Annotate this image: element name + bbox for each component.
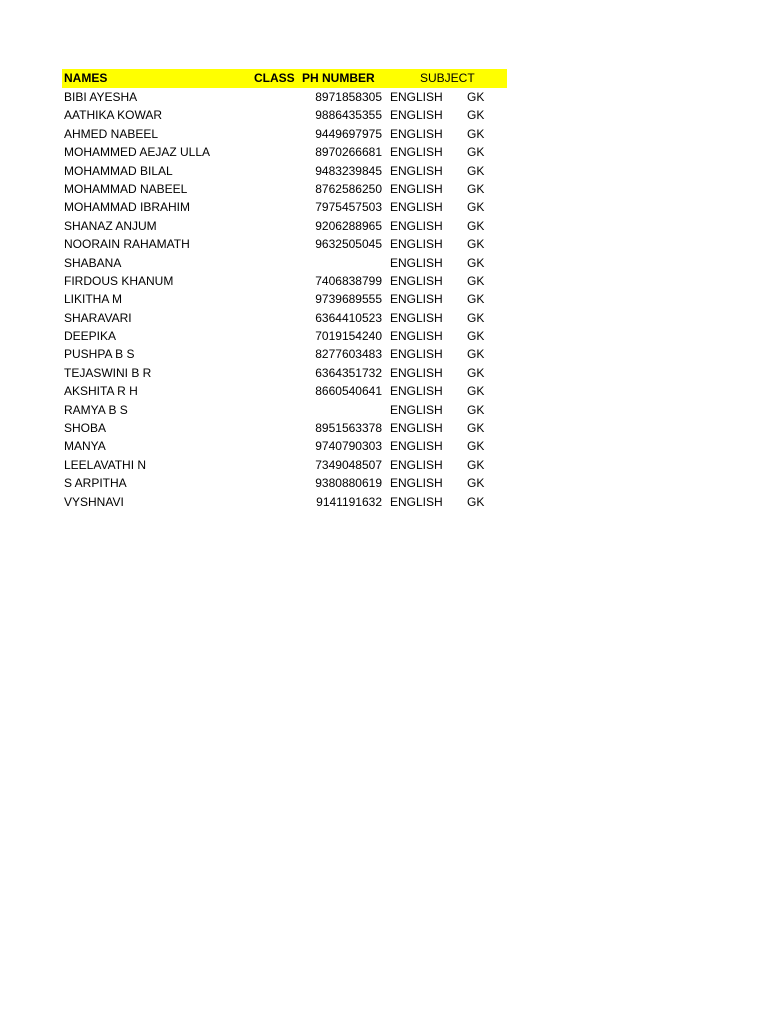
student-name: TEJASWINI B R (64, 365, 152, 380)
subject-english: ENGLISH (390, 329, 443, 344)
subject-english: ENGLISH (390, 255, 443, 270)
subject-english: ENGLISH (390, 310, 443, 325)
subject-gk: GK (467, 457, 485, 472)
phone-number: 8971858305 (315, 90, 382, 104)
subject-gk: GK (467, 347, 485, 362)
student-name: MOHAMMAD NABEEL (64, 181, 188, 196)
student-name: MOHAMMED AEJAZ ULLA (64, 145, 211, 160)
subject-gk: GK (467, 310, 485, 325)
subject-english: ENGLISH (390, 402, 443, 417)
student-name: NOORAIN RAHAMATH (64, 237, 190, 252)
subject-gk: GK (467, 384, 485, 399)
student-name: AKSHITA R H (64, 384, 138, 399)
subject-gk: GK (467, 402, 485, 417)
student-name: SHARAVARI (64, 310, 132, 325)
subject-gk: GK (467, 494, 485, 509)
subject-gk: GK (467, 439, 485, 454)
student-name: SHOBA (64, 421, 107, 436)
subject-english: ENGLISH (390, 365, 443, 380)
subject-gk: GK (467, 329, 485, 344)
table-row (62, 437, 507, 455)
subject-english: ENGLISH (390, 494, 443, 509)
phone-number: 8762586250 (315, 181, 382, 196)
subject-english: ENGLISH (390, 273, 443, 288)
phone-number: 8970266681 (315, 145, 382, 160)
table-row (62, 180, 507, 198)
phone-number: 7349048507 (315, 457, 382, 472)
table-row (62, 106, 507, 124)
table-row (62, 493, 507, 511)
phone-number: 6364351732 (315, 365, 382, 380)
phone-number: 9483239845 (315, 163, 382, 178)
subject-english: ENGLISH (390, 181, 443, 196)
student-name: LEELAVATHI N (64, 457, 147, 472)
table-row (62, 217, 507, 235)
header-class: CLASS (254, 71, 295, 85)
subject-english: ENGLISH (390, 90, 443, 104)
student-table (62, 69, 507, 511)
table-row (62, 162, 507, 180)
table-row (62, 235, 507, 253)
phone-number: 9141191632 (316, 494, 382, 509)
header-phone-number: PH NUMBER (302, 71, 375, 85)
subject-english: ENGLISH (390, 457, 443, 472)
subject-gk: GK (467, 126, 485, 141)
subject-english: ENGLISH (390, 476, 443, 491)
table-row (62, 143, 507, 161)
phone-number: 9380880619 (315, 476, 382, 491)
phone-number: 7406838799 (315, 273, 382, 288)
subject-gk: GK (467, 292, 485, 307)
subject-gk: GK (467, 255, 485, 270)
subject-gk: GK (467, 273, 485, 288)
table-row (62, 364, 507, 382)
subject-english: ENGLISH (390, 163, 443, 178)
subject-english: ENGLISH (390, 218, 443, 233)
student-name: SHABANA (64, 255, 122, 270)
table-row (62, 88, 507, 106)
student-name: RAMYA B S (64, 402, 128, 417)
phone-number: 9206288965 (315, 218, 382, 233)
subject-english: ENGLISH (390, 145, 443, 160)
subject-gk: GK (467, 163, 485, 178)
subject-gk: GK (467, 237, 485, 252)
table-row (62, 254, 507, 272)
subject-english: ENGLISH (390, 439, 443, 454)
student-name: PUSHPA B S (64, 347, 135, 362)
subject-gk: GK (467, 200, 485, 215)
student-name: VYSHNAVI (64, 494, 124, 509)
subject-english: ENGLISH (390, 108, 443, 123)
subject-gk: GK (467, 365, 485, 380)
subject-gk: GK (467, 90, 485, 104)
student-name: BIBI AYESHA (64, 90, 138, 104)
phone-number: 8277603483 (315, 347, 382, 362)
student-name: AATHIKA KOWAR (64, 108, 163, 123)
phone-number: 9632505045 (315, 237, 382, 252)
subject-gk: GK (467, 108, 485, 123)
subject-english: ENGLISH (390, 200, 443, 215)
student-name: LIKITHA M (64, 292, 123, 307)
phone-number: 9449697975 (315, 126, 382, 141)
table-row (62, 419, 507, 437)
table-row (62, 327, 507, 345)
phone-number: 8951563378 (315, 421, 382, 436)
subject-english: ENGLISH (390, 237, 443, 252)
student-name: MOHAMMAD BILAL (64, 163, 173, 178)
table-row (62, 382, 507, 400)
subject-english: ENGLISH (390, 421, 443, 436)
table-row (62, 198, 507, 216)
student-name: FIRDOUS KHANUM (64, 273, 174, 288)
phone-number: 6364410523 (315, 310, 382, 325)
header-subject: SUBJECT (420, 71, 475, 85)
subject-english: ENGLISH (390, 384, 443, 399)
phone-number: 9739689555 (315, 292, 382, 307)
table-row (62, 309, 507, 327)
subject-english: ENGLISH (390, 347, 443, 362)
table-row (62, 456, 507, 474)
student-name: AHMED NABEEL (64, 126, 159, 141)
table-row (62, 125, 507, 143)
table-header-row (62, 69, 507, 88)
table-row (62, 290, 507, 308)
subject-gk: GK (467, 145, 485, 160)
subject-english: ENGLISH (390, 126, 443, 141)
table-body (62, 88, 507, 511)
phone-number: 7975457503 (315, 200, 382, 215)
header-names: NAMES (64, 71, 108, 85)
phone-number: 9886435355 (315, 108, 382, 123)
student-name: MANYA (64, 439, 106, 454)
phone-number: 8660540641 (315, 384, 382, 399)
student-name: MOHAMMAD IBRAHIM (64, 200, 190, 215)
subject-gk: GK (467, 421, 485, 436)
table-row (62, 474, 507, 492)
subject-gk: GK (467, 476, 485, 491)
subject-gk: GK (467, 218, 485, 233)
subject-gk: GK (467, 181, 485, 196)
phone-number: 9740790303 (315, 439, 382, 454)
table-row (62, 345, 507, 363)
student-name: DEEPIKA (64, 329, 117, 344)
student-name: S ARPITHA (64, 476, 127, 491)
phone-number: 7019154240 (315, 329, 382, 344)
table-row (62, 401, 507, 419)
subject-english: ENGLISH (390, 292, 443, 307)
student-name: SHANAZ ANJUM (64, 218, 157, 233)
table-row (62, 272, 507, 290)
